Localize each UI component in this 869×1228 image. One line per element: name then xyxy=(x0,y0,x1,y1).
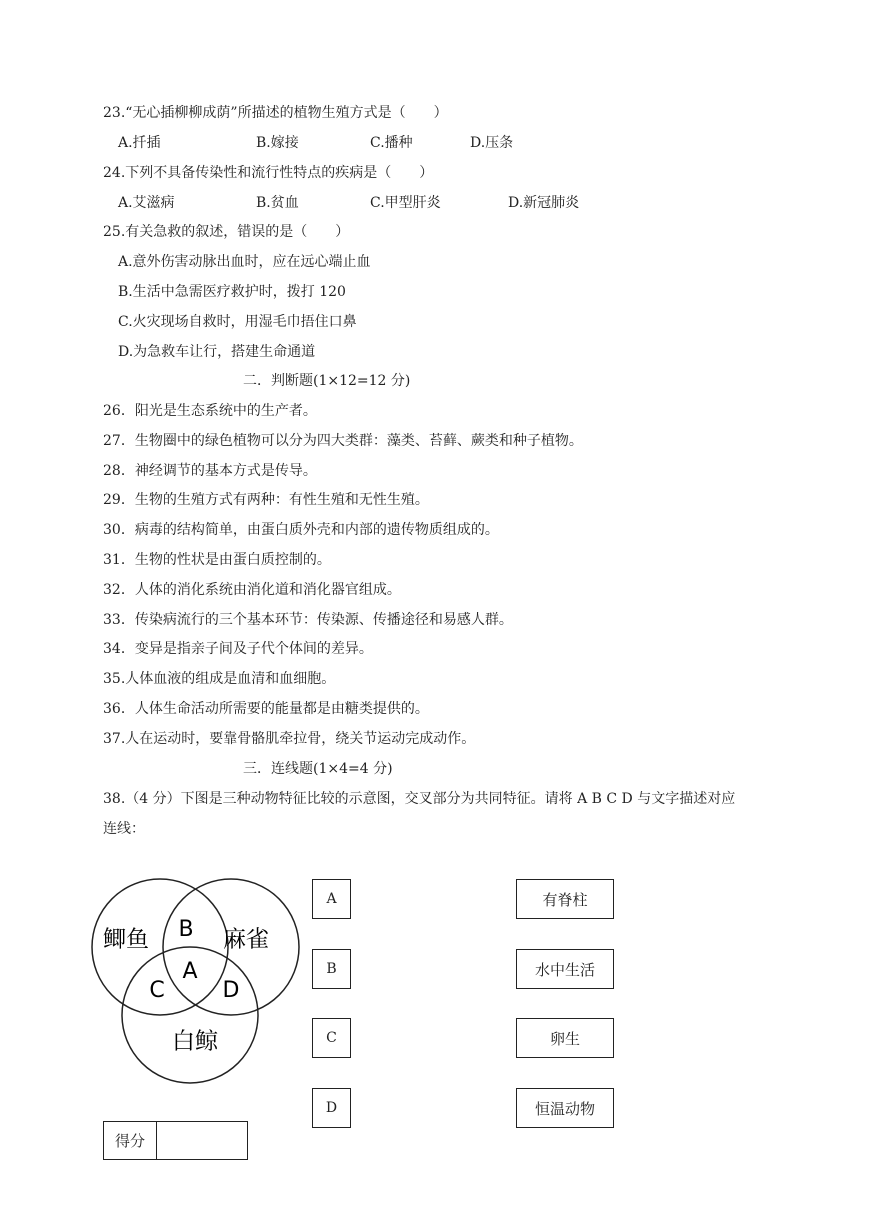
score-table xyxy=(103,1121,248,1160)
section-3-heading: 三．连线题(1×4=4 分) xyxy=(243,761,393,777)
q24-option-b: B.贫血 xyxy=(256,195,299,211)
q24-option-d: D.新冠肺炎 xyxy=(508,195,580,211)
q23-option-b: B.嫁接 xyxy=(256,135,299,151)
question-36: 36．人体生命活动所需要的能量都是由糖类提供的。 xyxy=(103,701,429,717)
question-34: 34．变异是指亲子间及子代个体间的差异。 xyxy=(103,641,373,657)
question-35: 35.人体血液的组成是血清和血细胞。 xyxy=(103,671,336,687)
question-38: 38.（4 分）下图是三种动物特征比较的示意图，交叉部分为共同特征。请将 A B C D 与文字描述对应 xyxy=(103,791,736,807)
question-29: 29．生物的生殖方式有两种：有性生殖和无性生殖。 xyxy=(103,492,429,508)
section-2-heading: 二．判断题(1×12=12 分) xyxy=(243,373,411,389)
q23-option-c: C.播种 xyxy=(370,135,413,151)
match-desc-aquatic[interactable]: 水中生活 xyxy=(516,949,614,989)
question-25: 25.有关急救的叙述，错误的是（ ） xyxy=(103,224,350,240)
match-desc-warm-blooded[interactable]: 恒温动物 xyxy=(516,1088,614,1128)
q23-option-d: D.压条 xyxy=(470,135,514,151)
q25-option-b: B.生活中急需医疗救护时，拨打 120 xyxy=(118,284,346,300)
venn-region-d: D xyxy=(222,978,240,1003)
venn-region-a: A xyxy=(182,959,198,984)
question-32: 32．人体的消化系统由消化道和消化器官组成。 xyxy=(103,582,401,598)
question-26: 26．阳光是生态系统中的生产者。 xyxy=(103,403,317,419)
score-value-cell[interactable] xyxy=(157,1122,247,1159)
question-27: 27．生物圈中的绿色植物可以分为四大类群：藻类、苔藓、蕨类和种子植物。 xyxy=(103,433,583,449)
q23-option-a: A.扦插 xyxy=(118,135,161,151)
match-desc-spine[interactable]: 有脊柱 xyxy=(516,879,614,919)
question-31: 31．生物的性状是由蛋白质控制的。 xyxy=(103,552,331,568)
venn-label-beluga: 白鲸 xyxy=(172,1028,218,1055)
question-23: 23.“无心插柳柳成荫”所描述的植物生殖方式是（ ） xyxy=(103,105,448,121)
venn-label-sparrow: 麻雀 xyxy=(223,926,269,953)
question-33: 33．传染病流行的三个基本环节：传染源、传播途径和易感人群。 xyxy=(103,612,513,628)
q25-option-a: A.意外伤害动脉出血时，应在远心端止血 xyxy=(118,254,371,270)
match-box-a[interactable]: A xyxy=(312,879,351,919)
match-box-c[interactable]: C xyxy=(312,1018,351,1058)
q24-option-a: A.艾滋病 xyxy=(118,195,175,211)
match-desc-oviparous[interactable]: 卵生 xyxy=(516,1018,614,1058)
venn-label-carp: 鲫鱼 xyxy=(103,926,149,953)
question-38-continued: 连线： xyxy=(103,821,145,837)
q25-option-c: C.火灾现场自救时，用湿毛巾捂住口鼻 xyxy=(118,314,357,330)
venn-diagram xyxy=(70,870,310,1090)
venn-region-b: B xyxy=(178,917,194,942)
question-28: 28．神经调节的基本方式是传导。 xyxy=(103,463,317,479)
question-30: 30．病毒的结构简单，由蛋白质外壳和内部的遗传物质组成的。 xyxy=(103,522,499,538)
q24-option-c: C.甲型肝炎 xyxy=(370,195,441,211)
match-box-b[interactable]: B xyxy=(312,949,351,989)
q25-option-d: D.为急救车让行，搭建生命通道 xyxy=(118,344,316,360)
match-box-d[interactable]: D xyxy=(312,1088,351,1128)
venn-region-c: C xyxy=(149,978,165,1003)
question-24: 24.下列不具备传染性和流行性特点的疾病是（ ） xyxy=(103,165,434,181)
score-label: 得分 xyxy=(104,1122,157,1159)
question-37: 37.人在运动时，要靠骨骼肌牵拉骨，绕关节运动完成动作。 xyxy=(103,731,476,747)
